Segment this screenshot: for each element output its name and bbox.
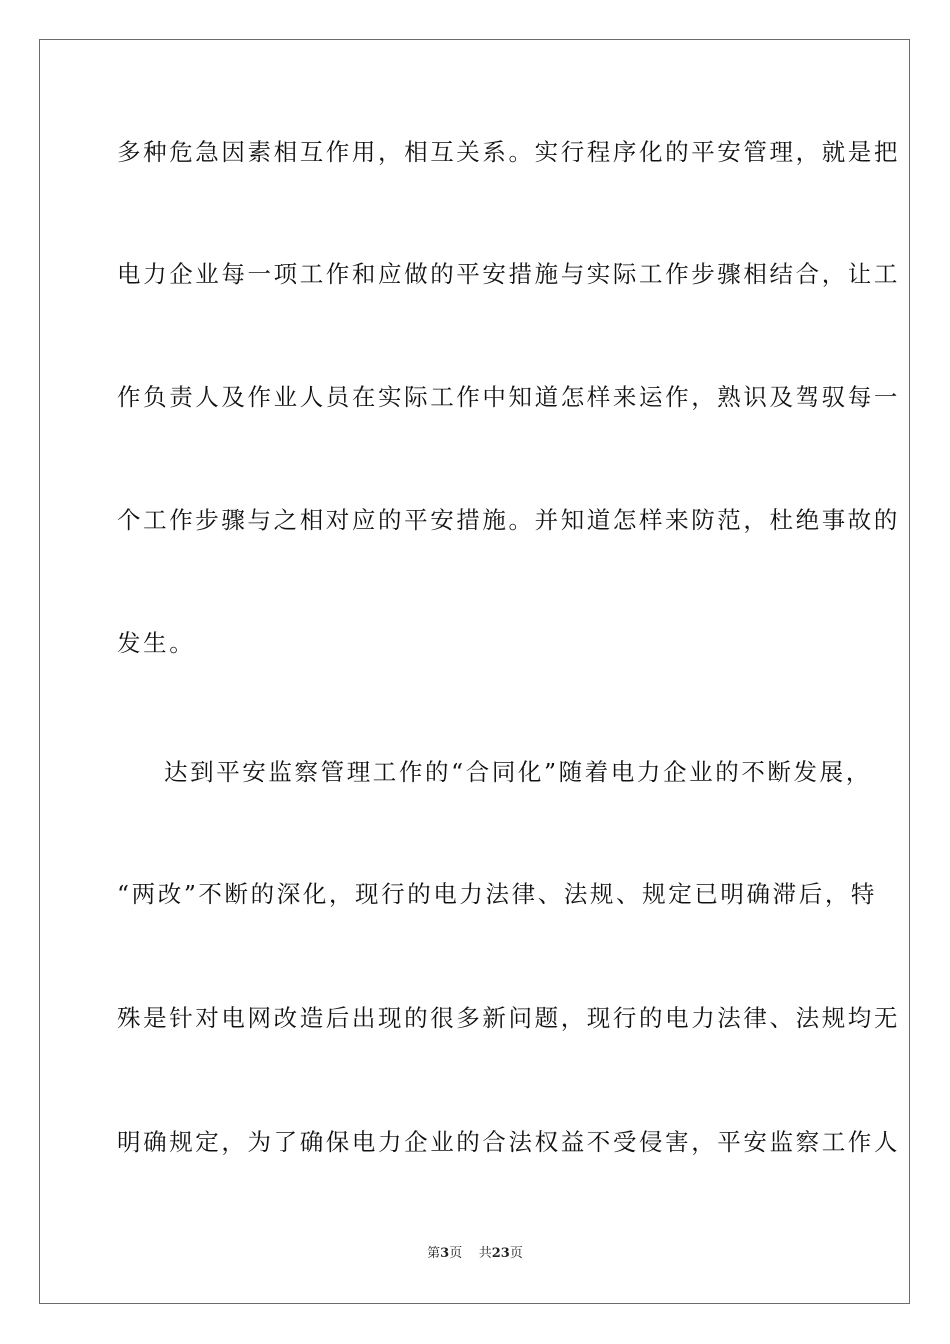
body-text-line: 发生。	[117, 629, 196, 657]
page-number: 3	[440, 1246, 450, 1261]
paragraph-first-line: 达到平安监察管理工作的“合同化”随着电力企业的不断发展，	[164, 758, 872, 786]
body-text-line: 明确规定，为了确保电力企业的合法权益不受侵害，平安监察工作人	[117, 1128, 900, 1156]
total-prefix: 共	[478, 1246, 492, 1261]
page-border	[39, 39, 910, 1304]
page-footer	[0, 1245, 950, 1263]
page-suffix: 页	[449, 1246, 463, 1261]
body-text-line: 电力企业每一项工作和应做的平安措施与实际工作步骤相结合，让工	[117, 260, 900, 288]
total-suffix: 页	[509, 1246, 523, 1261]
total-pages: 23	[491, 1246, 510, 1261]
body-text-line: “两改”不断的深化，现行的电力法律、法规、规定已明确滞后，特	[117, 880, 878, 908]
page-prefix: 第	[427, 1246, 441, 1261]
body-text-line: 多种危急因素相互作用，相互关系。实行程序化的平安管理，就是把	[117, 138, 900, 166]
body-text-line: 作负责人及作业人员在实际工作中知道怎样来运作，熟识及驾驭每一	[117, 383, 900, 411]
body-text-line: 个工作步骤与之相对应的平安措施。并知道怎样来防范，杜绝事故的	[117, 506, 900, 534]
body-text-line: 殊是针对电网改造后出现的很多新问题，现行的电力法律、法规均无	[117, 1004, 900, 1032]
